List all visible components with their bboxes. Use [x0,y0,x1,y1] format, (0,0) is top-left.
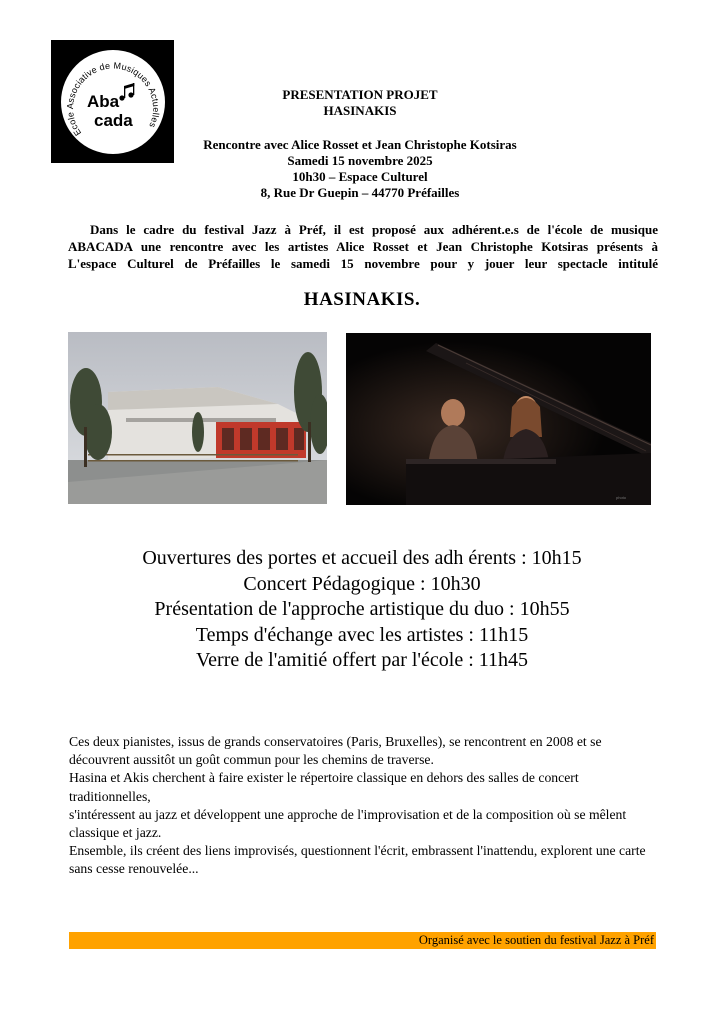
description-paragraph: s'intéressent au jazz et développent une approche de l'improvisation et de la composition où se mêlent classique et jazz. [69,806,627,841]
duo-description [69,733,659,879]
project-title-line2: HASINAKIS [323,103,397,118]
project-title-line1: PRESENTATION PROJET [282,87,438,102]
footer-credit: Organisé avec le soutien du festival Jazz à Préf [418,933,654,947]
schedule-item: Concert Pédagogique : 10h30 [243,572,481,595]
venue-photo [68,332,327,504]
footer-bar [69,932,656,949]
event-date: Samedi 15 novembre 2025 [287,153,433,168]
logo-word-bottom: cada [94,111,133,130]
event-meeting: Rencontre avec Alice Rosset et Jean Christophe Kotsiras [203,137,517,152]
description-paragraph: Ces deux pianistes, issus de grands conservatoires (Paris, Bruxelles), se rencontrent en 2008 et se découvrent aussitôt un goût commun pour les chemins de traverse. [69,734,602,768]
event-time-place: 10h30 – Espace Culturel [292,169,428,184]
intro-line-1: Dans le cadre du festival Jazz à Préf, il est proposé aux adhérent.e.s de l'école de musique [90,222,658,237]
intro-line-3: L'espace Culturel de Préfailles le samedi 15 novembre pour y jouer leur spectacle intitulé [68,256,658,271]
schedule-item: Verre de l'amitié offert par l'école : 11h45 [195,649,529,671]
description-paragraph: Ensemble, ils créent des liens improvisés, questionnent l'écrit, embrassent l'inattendu, explorent une carte sans cesse renouvelée... [69,843,646,877]
event-address: 8, Rue Dr Guepin – 44770 Préfailles [260,185,460,200]
duo-photo [346,333,651,505]
schedule-item: Temps d'échange avec les artistes : 11h15 [195,623,529,646]
intro-line-2: ABACADA une rencontre avec les artistes Alice Rosset et Jean Christophe Kotsiras présents à [68,239,658,254]
schedule-item: Présentation de l'approche artistique du duo : 10h55 [154,598,570,620]
intro-paragraph [68,221,658,272]
schedule [0,546,724,674]
show-title: HASINAKIS. [303,289,421,310]
logo-word-top: Aba [87,92,120,111]
schedule-item: Ouvertures des portes et accueil des adh érents : 10h15 [142,547,582,569]
event-info [130,137,590,201]
svg-text:photo: photo [616,495,627,500]
logo-ring-text: Ecole Associative de Musiques Actuelles [65,60,162,138]
project-title [130,87,590,119]
description-paragraph: Hasina et Akis cherchent à faire exister le répertoire classique en dehors des salles de concert traditionnelles, [69,770,579,804]
